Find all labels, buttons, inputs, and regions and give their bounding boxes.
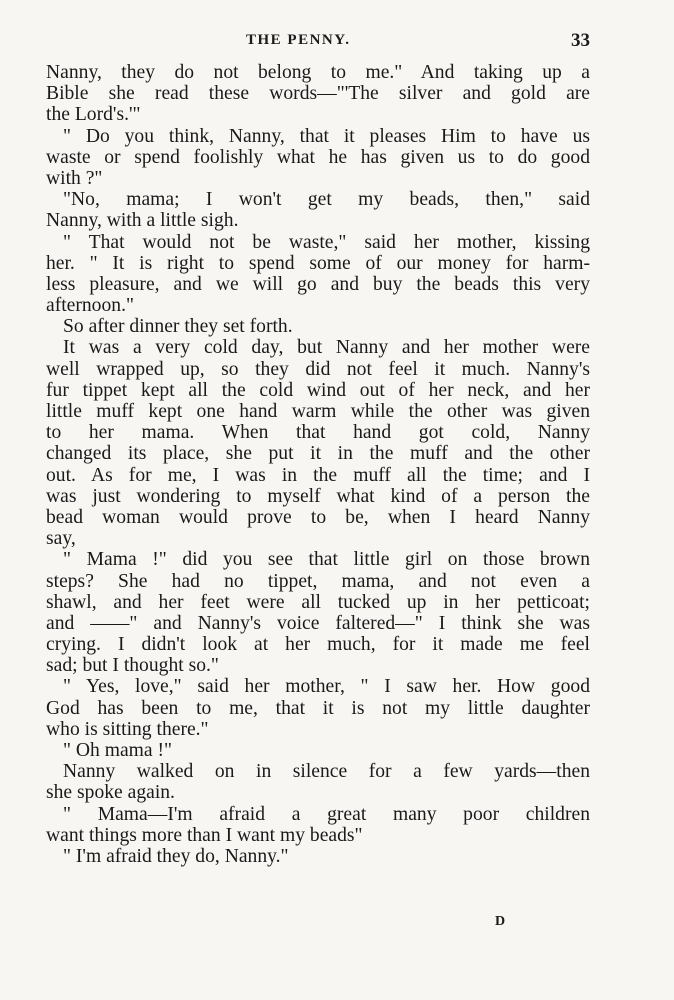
text-line: and ——" and Nanny's voice faltered—" I think she was — [46, 612, 590, 634]
text-line: God has been to me, that it is not my little daughter — [46, 697, 590, 719]
text-line: she spoke again. — [46, 782, 175, 804]
text-line: Nanny, they do not belong to me." And taking up a — [46, 62, 590, 83]
text-line: less pleasure, and we will go and buy the beads this very — [46, 273, 590, 295]
text-line: " Yes, love," said her mother, " I saw her. How good — [63, 676, 590, 698]
text-line: want things more than I want my beads" — [46, 824, 363, 846]
text-line: " I'm afraid they do, Nanny." — [63, 845, 289, 867]
text-line: So after dinner they set forth. — [63, 316, 293, 338]
text-line: Nanny, with a little sigh. — [46, 210, 239, 232]
page-number: 33 — [571, 30, 590, 51]
text-line: It was a very cold day, but Nanny and her mother were — [63, 337, 590, 359]
text-line: bead woman would prove to be, when I heard Nanny — [46, 506, 590, 528]
text-line: " Oh mama !" — [63, 740, 173, 761]
running-head: THE PENNY. — [246, 32, 351, 48]
text-line: shawl, and her feet were all tucked up in her petticoat; — [46, 591, 590, 613]
body-text — [46, 62, 590, 867]
text-line: afternoon." — [46, 295, 134, 317]
text-line: to her mama. When that hand got cold, Nanny — [46, 422, 590, 444]
text-line: the Lord's.'" — [46, 104, 141, 126]
text-line: with ?" — [46, 167, 103, 189]
text-line: little muff kept one hand warm while the other was given — [46, 401, 590, 422]
text-line: her. " It is right to spend some of our money for harm- — [46, 252, 590, 274]
text-line: was just wondering to myself what kind of a person the — [46, 485, 590, 507]
text-line: steps? She had no tippet, mama, and not even a — [46, 570, 590, 592]
page-header — [46, 32, 590, 56]
text-line: Nanny walked on in silence for a few yards—then — [63, 761, 590, 783]
text-line: " Mama—I'm afraid a great many poor children — [63, 803, 590, 825]
text-line: waste or spend foolishly what he has given us to do good — [46, 146, 590, 168]
text-line: Bible she read these words—"'The silver and gold are — [46, 83, 590, 105]
text-line: who is sitting there." — [46, 718, 209, 740]
text-line: " Mama !" did you see that little girl on those brown — [63, 549, 590, 571]
text-line: " That would not be waste," said her mother, kissing — [63, 231, 590, 253]
text-line: sad; but I thought so." — [46, 655, 219, 677]
signature-mark: D — [495, 914, 506, 929]
text-line: out. As for me, I was in the muff all the time; and I — [46, 464, 590, 486]
text-line: changed its place, she put it in the muff and the other — [46, 443, 590, 465]
text-line: crying. I didn't look at her much, for it made me feel — [46, 634, 590, 656]
text-line: say, — [46, 528, 76, 550]
text-line: "No, mama; I won't get my beads, then," said — [63, 189, 590, 211]
text-line: well wrapped up, so they did not feel it much. Nanny's — [46, 358, 590, 380]
text-line: " Do you think, Nanny, that it pleases Him to have us — [63, 125, 590, 147]
text-line: fur tippet kept all the cold wind out of her neck, and her — [46, 379, 590, 401]
